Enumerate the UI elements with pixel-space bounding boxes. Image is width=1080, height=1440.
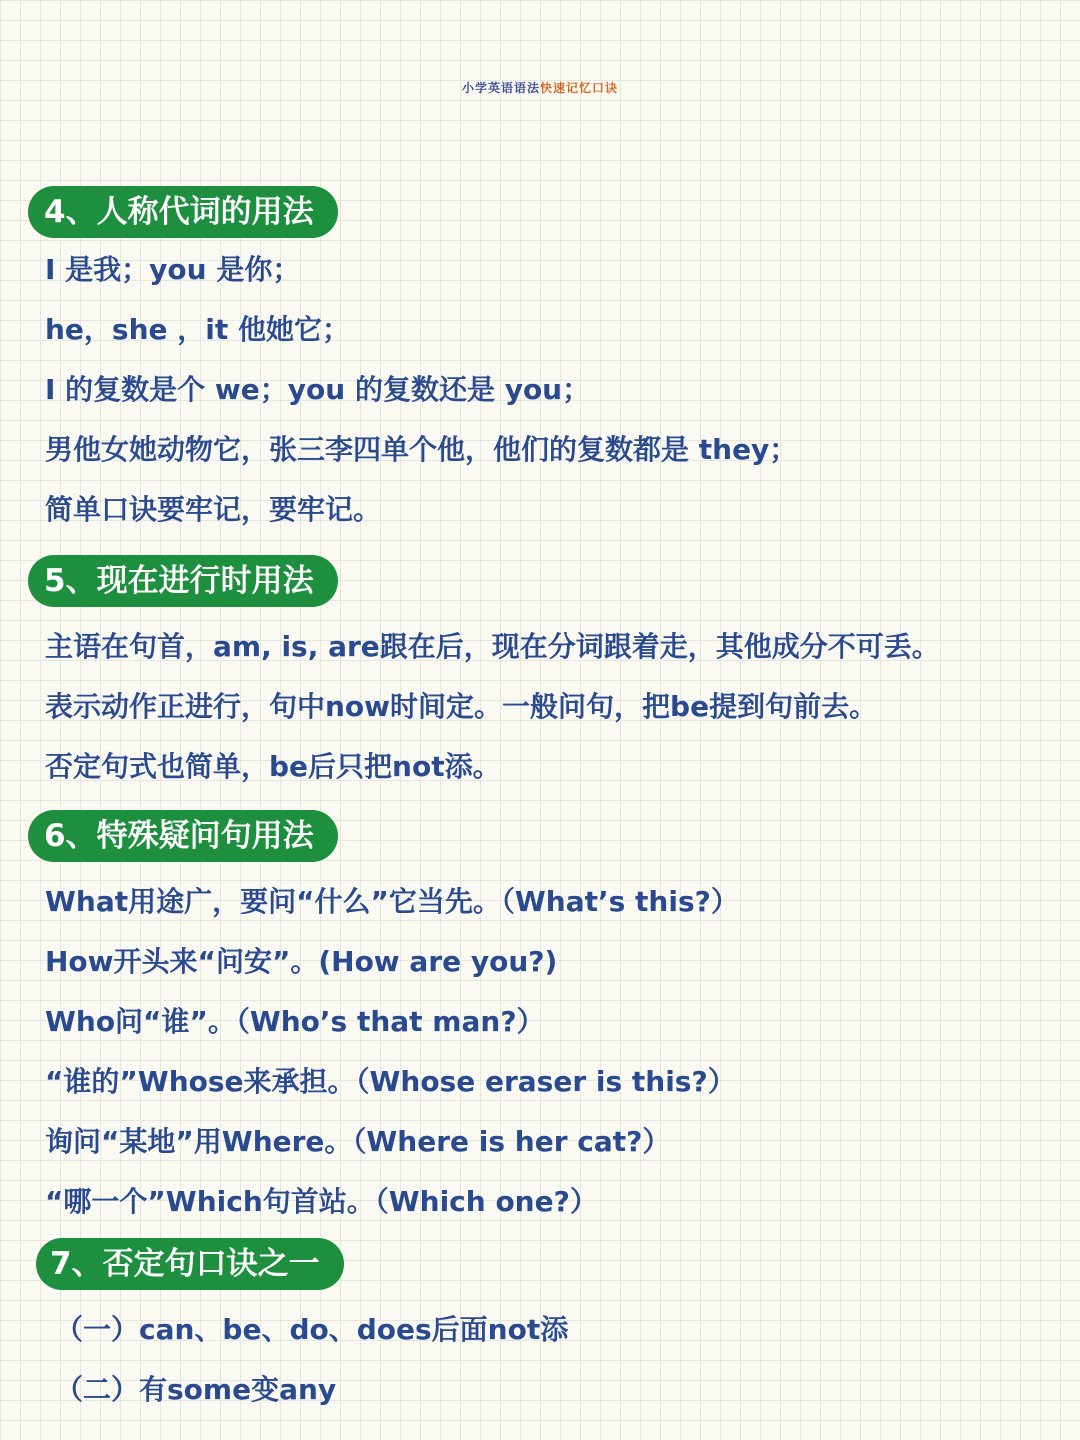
section-6-line-5: 询问“某地”用Where。（Where is her cat?） xyxy=(45,1125,671,1158)
section-5-line-1: 主语在句首，am, is, are跟在后，现在分词跟着走，其他成分不可丢。 xyxy=(45,630,940,663)
section-6-line-3: Who问“谁”。（Who’s that man?） xyxy=(45,1005,545,1038)
section-4-line-2: he，she ，it 他她它； xyxy=(45,313,350,346)
title-part-1: 小学英语语法 xyxy=(461,81,540,95)
section-heading-7: 7、否定句口诀之一 xyxy=(36,1238,344,1290)
section-4-line-5: 简单口诀要牢记，要牢记。 xyxy=(45,493,382,526)
section-6-line-4: “谁的”Whose来承担。（Whose eraser is this?） xyxy=(45,1065,736,1098)
section-5-line-3: 否定句式也简单，be后只把not添。 xyxy=(45,750,501,783)
section-5-line-2: 表示动作正进行，句中now时间定。一般问句，把be提到句前去。 xyxy=(45,690,878,723)
section-heading-5: 5、现在进行时用法 xyxy=(28,555,338,607)
section-6-line-2: How开头来“问安”。(How are you?) xyxy=(45,945,558,978)
section-heading-4: 4、人称代词的用法 xyxy=(28,186,338,238)
section-4-line-3: I 的复数是个 we；you 的复数还是 you； xyxy=(45,373,591,406)
title-part-2: 快速记忆口诀 xyxy=(540,81,619,95)
section-heading-6: 6、特殊疑问句用法 xyxy=(28,810,338,862)
section-7-line-1: （一）can、be、do、does后面not添 xyxy=(55,1313,569,1346)
page-title xyxy=(0,38,1080,138)
section-4-line-1: I 是我；you 是你； xyxy=(45,253,301,286)
section-6-line-6: “哪一个”Which句首站。（Which one?） xyxy=(45,1185,598,1218)
section-7-line-2: （二）有some变any xyxy=(55,1373,337,1406)
section-6-line-1: What用途广，要问“什么”它当先。（What’s this?） xyxy=(45,885,739,918)
section-4-line-4: 男他女她动物它，张三李四单个他，他们的复数都是 they； xyxy=(45,433,798,466)
